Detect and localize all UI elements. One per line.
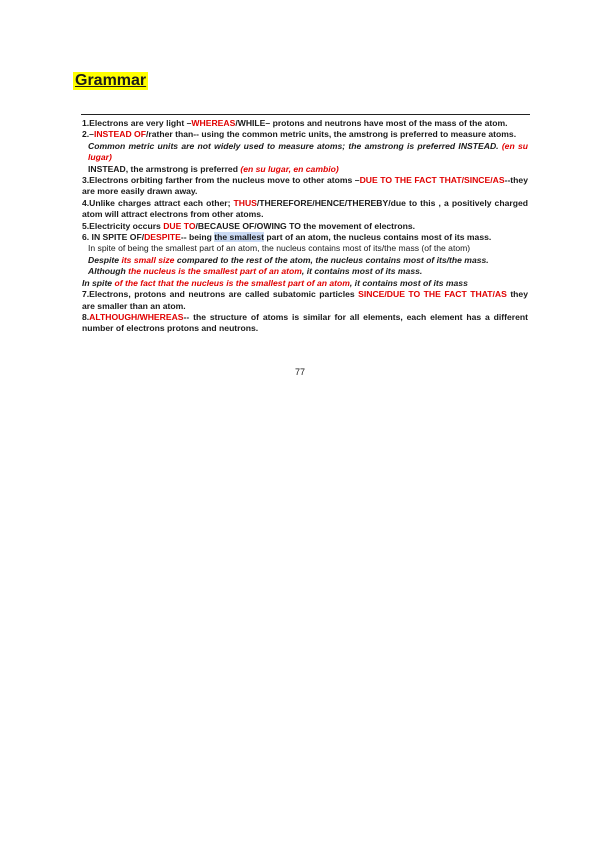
text-segment: /rather than-- using the common metric units, the amstrong is preferred to measure atoms. — [146, 129, 517, 140]
grammar-item — [82, 221, 528, 232]
text-segment: --they are more easily drawn away. — [82, 175, 528, 197]
text-segment: Although — [88, 266, 129, 277]
connector-keyword: DUE TO — [163, 220, 196, 231]
highlighted-text: the smallest — [214, 232, 264, 243]
text-segment: 8. — [82, 311, 90, 322]
text-segment: Common metric units are not widely used to measure atoms; the amstrong is preferred INSTEAD. — [88, 140, 502, 151]
title-divider — [81, 114, 530, 115]
text-segment: 5.Electricity occurs — [82, 220, 164, 231]
example-sentence — [82, 164, 528, 175]
grammar-item — [82, 175, 528, 198]
connector-keyword: (en su lugar) — [88, 140, 528, 163]
text-segment: 4.Unlike charges attract each other; — [82, 197, 234, 208]
text-segment: compared to the rest of the atom, the nucleus contains most of its/the mass. — [174, 254, 489, 265]
text-segment: 6. IN SPITE OF/ — [82, 232, 145, 243]
connector-keyword: ALTHOUGH/WHEREAS — [89, 311, 184, 322]
grammar-examples — [82, 118, 528, 335]
connector-keyword: the nucleus is the smallest part of an atom — [128, 266, 302, 277]
grammar-item — [82, 312, 528, 335]
connector-keyword: (en su lugar, en cambio) — [240, 163, 339, 174]
grammar-item — [82, 232, 528, 243]
text-segment: /BECAUSE OF/OWING TO the movement of electrons. — [195, 220, 416, 231]
text-segment: Despite — [88, 254, 122, 265]
connector-keyword: INSTEAD OF — [93, 129, 146, 140]
text-segment: -- the structure of atoms is similar for all elements, each element has a different number of electrons protons and neutrons. — [82, 311, 528, 334]
connector-keyword: of the fact that the nucleus is the smallest part of an atom — [114, 277, 350, 288]
grammar-item — [82, 278, 528, 289]
example-sentence — [82, 266, 528, 277]
text-segment: INSTEAD, the armstrong is preferred — [88, 163, 241, 174]
text-segment: In spite of being the smallest part of an atom, the nucleus contains most of its/the mass (of the atom) — [88, 243, 471, 254]
text-segment: 7.Electrons, protons and neutrons are called subatomic particles — [82, 289, 359, 300]
text-segment: In spite — [82, 277, 115, 288]
connector-keyword: WHEREAS — [191, 118, 236, 128]
text-segment: 1.Electrons are very light – — [82, 118, 192, 128]
grammar-item — [82, 118, 528, 129]
connector-keyword: DESPITE — [144, 232, 181, 243]
page-title: Grammar — [75, 72, 147, 89]
connector-keyword: SINCE/DUE TO THE FACT THAT/AS — [358, 289, 507, 300]
text-segment: /WHILE– protons and neutrons have most of the mass of the atom. — [235, 118, 508, 128]
example-sentence — [82, 255, 528, 266]
text-segment: -- being — [180, 232, 215, 243]
connector-keyword: its small size — [121, 254, 175, 265]
connector-keyword: DUE TO THE FACT THAT/SINCE/AS — [359, 175, 505, 186]
text-segment: part of an atom, the nucleus contains most of its mass. — [263, 232, 492, 243]
text-segment: they are smaller than an atom. — [82, 289, 528, 311]
connector-keyword: THUS — [233, 197, 257, 208]
grammar-item — [82, 129, 528, 140]
page-number: 77 — [294, 367, 305, 377]
text-segment: , it contains most of its mass — [349, 277, 468, 288]
grammar-item — [82, 289, 528, 312]
text-segment: 2.– — [82, 129, 94, 140]
text-segment: 3.Electrons orbiting farther from the nucleus move to other atoms – — [82, 175, 360, 186]
text-segment: /THEREFORE/HENCE/THEREBY/due to this , a positively charged atom will attract electrons from other atoms. — [82, 197, 528, 220]
example-sentence — [82, 243, 528, 254]
grammar-item — [82, 198, 528, 221]
example-sentence — [82, 141, 528, 164]
text-segment: , it contains most of its mass. — [301, 266, 423, 277]
